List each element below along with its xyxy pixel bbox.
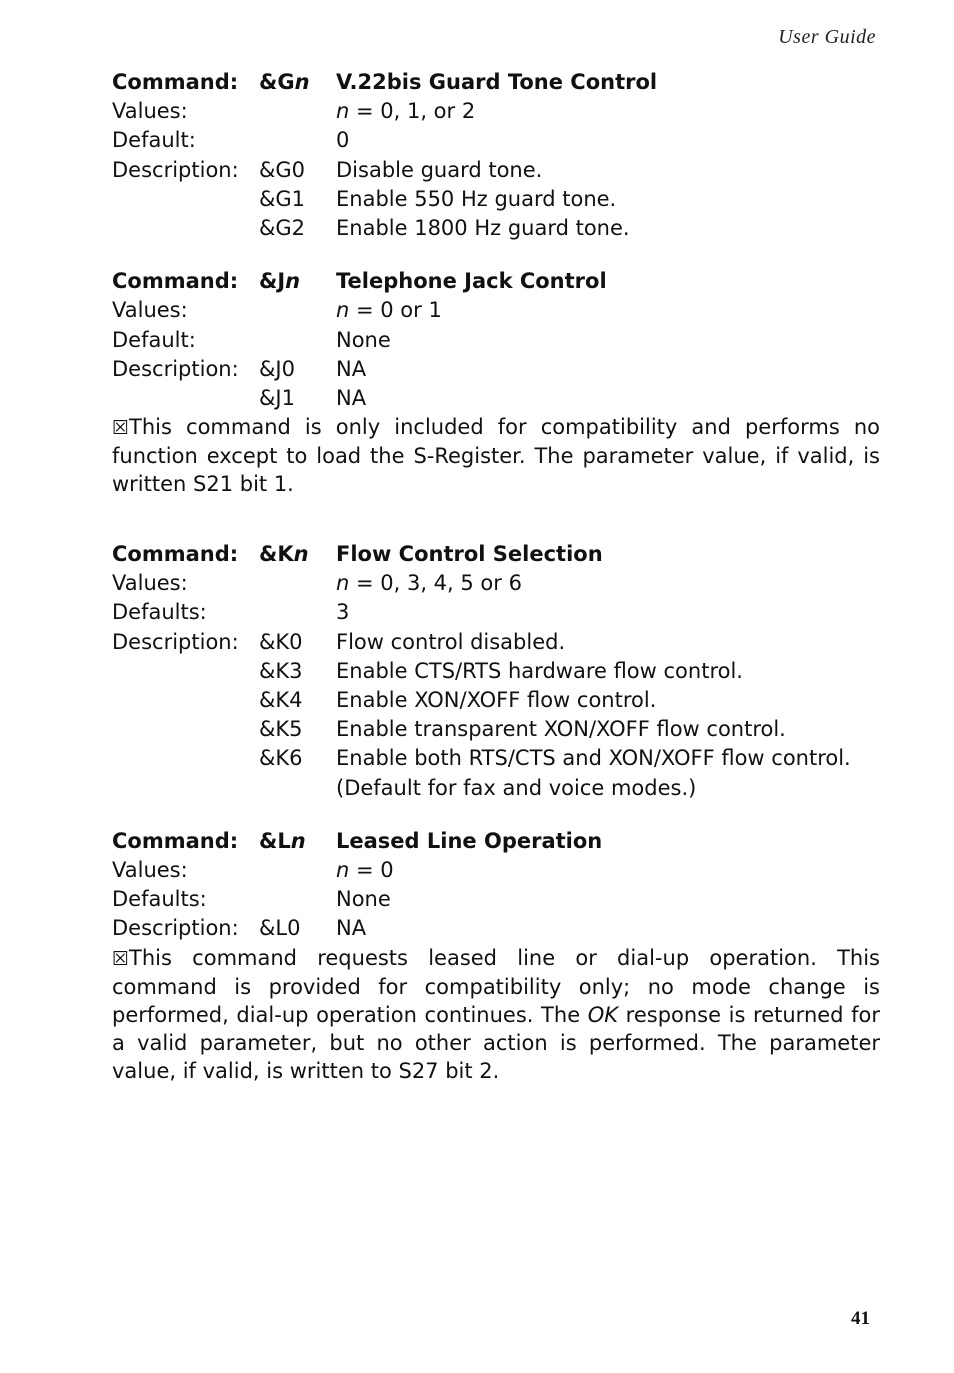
note-paragraph (112, 944, 880, 1085)
note-mark-icon: ☒ (112, 947, 130, 970)
page-number: 41 (851, 1308, 870, 1329)
values-label: Values: (112, 298, 188, 323)
values-row (112, 856, 880, 885)
description-row (112, 185, 880, 214)
description-label: Description: (112, 157, 239, 182)
command-code (259, 827, 306, 856)
option-text: NA (336, 385, 367, 410)
option-text: Enable 1800 Hz guard tone. (336, 215, 630, 240)
values-label: Values: (112, 571, 188, 596)
values-row (112, 569, 880, 598)
note-mark-icon: ☒ (112, 417, 130, 440)
default-label: Defaults: (112, 600, 207, 625)
default-value: None (336, 887, 391, 912)
values-variable: n (336, 298, 350, 323)
option-code: &J0 (259, 356, 295, 381)
values-variable: n (336, 857, 350, 882)
note-text: This command is only included for compatibility and performs no function except to load the S-Register. The parameter value, if valid, is written S21 bit 1. (112, 415, 880, 497)
values-rest: = 0 or 1 (349, 298, 442, 323)
values-rest: = 0 (349, 857, 394, 882)
description-label: Description: (112, 356, 239, 381)
values-label: Values: (112, 857, 188, 882)
option-text: Flow control disabled. (336, 629, 566, 654)
command-row (112, 267, 880, 296)
running-header: User Guide (778, 26, 876, 48)
note-text-after: response is returned for a valid parameter, but no other action is performed. The parameter value, if valid, is written to S27 bit 2. (112, 1002, 880, 1083)
values-variable: n (336, 571, 350, 596)
option-text: NA (336, 356, 367, 381)
option-code: &K3 (259, 658, 303, 683)
command-label: Command: (112, 269, 239, 294)
note-text-before: This command requests leased line or dial-up operation. This command is provided for compatibility only; no mode change is performed, dial-up operation continues. The (112, 945, 880, 1027)
command-prefix: &L (259, 828, 291, 853)
command-label: Command: (112, 828, 239, 853)
option-text: Enable 550 Hz guard tone. (336, 186, 617, 211)
description-row (112, 914, 880, 943)
command-label: Command: (112, 70, 239, 94)
default-row (112, 326, 880, 355)
description-row (112, 715, 880, 744)
command-section-g (112, 68, 880, 243)
command-section-j (112, 267, 880, 498)
default-label: Default: (112, 128, 196, 153)
values-text (336, 97, 475, 126)
command-label: Command: (112, 542, 239, 567)
default-row (112, 885, 880, 914)
description-row (112, 686, 880, 715)
values-text (336, 569, 522, 598)
command-prefix: &J (259, 269, 286, 294)
option-code: &K6 (259, 746, 303, 771)
description-row (112, 384, 880, 413)
option-code: &K4 (259, 688, 303, 712)
command-section-k (112, 540, 880, 803)
default-value: None (336, 327, 391, 352)
option-continuation: (Default for fax and voice modes.) (336, 775, 697, 800)
default-row (112, 126, 880, 155)
option-text: Enable transparent XON/XOFF flow control. (336, 717, 786, 742)
description-row (112, 156, 880, 185)
values-variable: n (336, 99, 350, 124)
description-row (112, 355, 880, 384)
option-text: Enable CTS/RTS hardware flow control. (336, 658, 743, 683)
note-text-italic: OK (587, 1002, 619, 1027)
command-title: Telephone Jack Control (336, 269, 607, 294)
command-variable: n (290, 828, 306, 853)
values-row (112, 97, 880, 126)
command-variable: n (294, 70, 310, 94)
values-text (336, 296, 442, 325)
description-row (112, 744, 880, 773)
values-rest: = 0, 1, or 2 (349, 99, 476, 124)
option-code: &G1 (259, 186, 306, 211)
option-code: &K0 (259, 629, 303, 654)
option-code: &G0 (259, 157, 306, 182)
option-text: Disable guard tone. (336, 157, 543, 182)
command-code (259, 267, 300, 296)
command-code (259, 540, 309, 569)
command-prefix: &G (259, 70, 295, 94)
description-row (112, 214, 880, 243)
command-title: Flow Control Selection (336, 542, 603, 567)
command-code (259, 68, 310, 97)
option-text: Enable both RTS/CTS and XON/XOFF flow control. (336, 746, 851, 771)
description-label: Description: (112, 916, 239, 941)
command-row (112, 540, 880, 569)
default-row (112, 598, 880, 627)
values-text (336, 856, 394, 885)
command-title: V.22bis Guard Tone Control (336, 70, 658, 94)
values-row (112, 296, 880, 325)
command-section-l (112, 827, 880, 1085)
page-content (112, 68, 880, 1085)
option-code: &G2 (259, 215, 306, 240)
description-row (112, 657, 880, 686)
option-code: &J1 (259, 385, 295, 410)
command-prefix: &K (259, 542, 294, 567)
option-text: NA (336, 916, 367, 941)
command-row (112, 827, 880, 856)
option-code: &L0 (259, 916, 301, 941)
note-paragraph (112, 413, 880, 498)
description-row (112, 628, 880, 657)
values-rest: = 0, 3, 4, 5 or 6 (349, 571, 522, 596)
command-variable: n (293, 542, 309, 567)
default-label: Default: (112, 327, 196, 352)
command-variable: n (285, 269, 301, 294)
option-code: &K5 (259, 717, 303, 742)
default-label: Defaults: (112, 887, 207, 912)
description-label: Description: (112, 629, 239, 654)
values-label: Values: (112, 99, 188, 124)
option-text: Enable XON/XOFF flow control. (336, 688, 657, 712)
default-value: 3 (336, 600, 350, 625)
command-title: Leased Line Operation (336, 828, 603, 853)
default-value: 0 (336, 128, 350, 153)
command-row (112, 68, 880, 97)
